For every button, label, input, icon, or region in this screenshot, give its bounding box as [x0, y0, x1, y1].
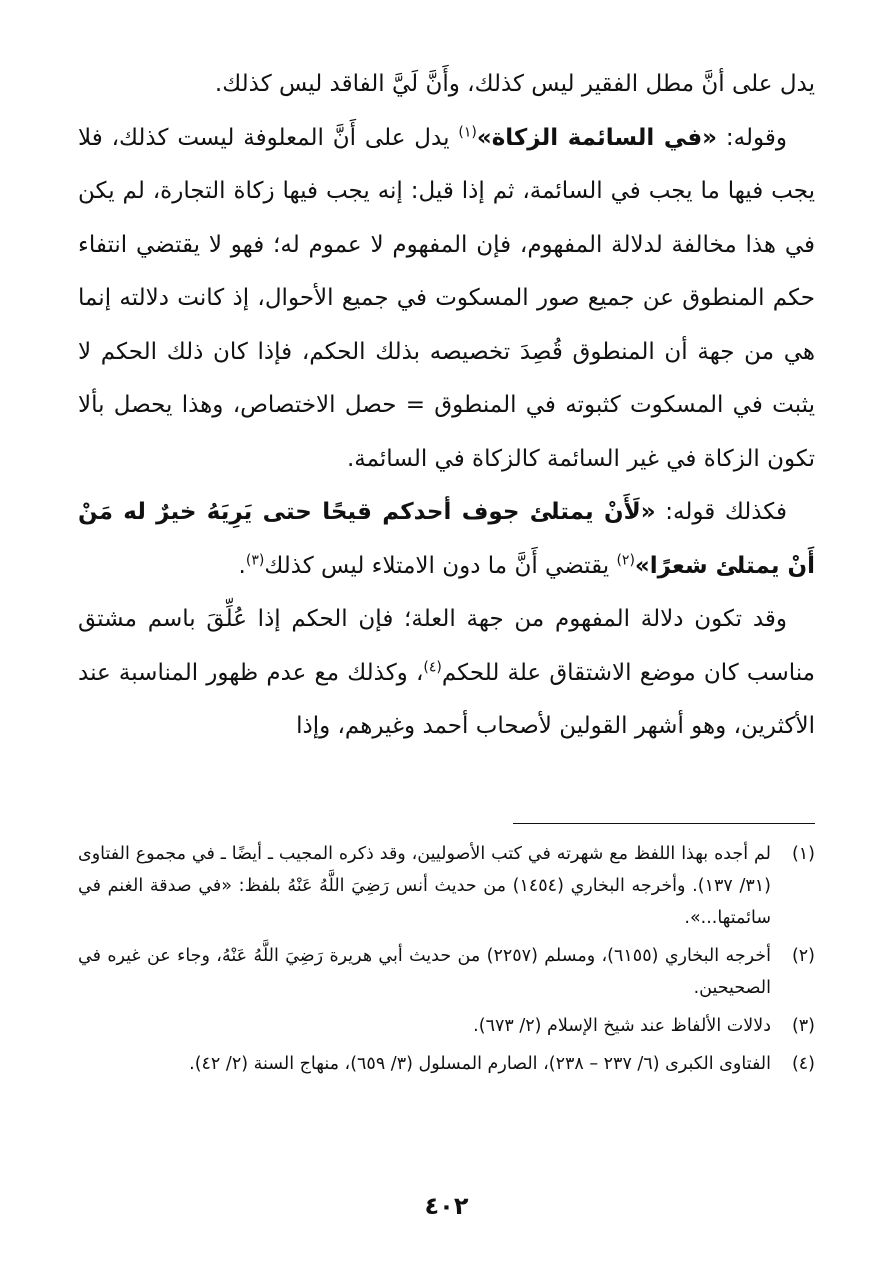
hadith-quote-saimah: «في السائمة الزكاة» — [476, 124, 718, 151]
main-text-body — [78, 58, 815, 754]
footnote-ref-4[interactable]: (٤) — [423, 658, 442, 675]
hadith-quote-shir: «لَأَنْ يمتلئ جوف أحدكم قيحًا حتى يَرِيَهُ خيرٌ له مَنْ أَنْ يمتلئ شعرًا» — [78, 499, 815, 579]
paragraph-4-body: ، وكذلك مع عدم ظهور المناسبة عند الأكثرين، وهو أشهر القولين لأصحاب أحمد وغيرهم، وإذا — [78, 659, 815, 739]
paragraph-2 — [78, 112, 815, 487]
footnote-item — [78, 940, 815, 1004]
footnote-text: دلالات الألفاظ عند شيخ الإسلام (٢/ ٦٧٣). — [473, 1016, 771, 1036]
footnote-item — [78, 838, 815, 934]
footnote-number: (١) — [791, 844, 815, 864]
paragraph-4-start: وقد تكون دلالة المفهوم من جهة العلة؛ فإن الحكم إذا عُلِّقَ باسم مشتق مناسب كان موضع الاشتقاق علة للحكم — [78, 606, 815, 686]
footnotes-section — [78, 838, 815, 1086]
paragraph-3-end: . — [238, 552, 246, 579]
paragraph-3 — [78, 486, 815, 593]
paragraph-2-body: يدل على أَنَّ المعلوفة ليست كذلك، فلا يجب فيها ما يجب في السائمة، ثم إذا قيل: إنه يجب فيها زكاة التجارة، لم يكن في هذا مخالفة لدلالة المفهوم، فإن المفهوم لا عموم له؛ فهو لا يقتضي انتفاء حكم المنطوق عن جميع صور المسكوت في جميع الأحوال، إذ كانت دلالته إنما هي من جهة أن المنطوق قُصِدَ تخصيصه بذلك الحكم، فإذا كان ذلك الحكم لا يثبت في المسكوت كثبوته في المنطوق = حصل الاختصاص، وهذا يحصل بألا تكون الزكاة في غير السائمة كالزكاة في السائمة. — [78, 124, 815, 472]
footnote-number: (٤) — [791, 1054, 815, 1074]
footnote-item — [78, 1010, 815, 1042]
paragraph-2-lead: وقوله: — [717, 124, 787, 151]
footnote-ref-2[interactable]: (٢) — [616, 551, 635, 568]
paragraph-1: يدل على أنَّ مطل الفقير ليس كذلك، وأَنَّ لَيَّ الفاقد ليس كذلك. — [214, 71, 815, 97]
footnote-number: (٢) — [791, 946, 815, 966]
paragraph-4 — [78, 593, 815, 754]
footnote-text: لم أجده بهذا اللفظ مع شهرته في كتب الأصوليين، وقد ذكره المجيب ـ أيضًا ـ في مجموع الفتاوى (٣١/ ١٣٧). وأخرجه البخاري (١٤٥٤) من حديث أنس رَضِيَ اللَّهُ عَنْهُ بلفظ: «في صدقة الغنم في سائمتها...». — [78, 844, 771, 928]
footnote-ref-3[interactable]: (٣) — [245, 551, 265, 568]
footnote-divider — [513, 823, 815, 824]
footnote-number: (٣) — [791, 1016, 815, 1036]
paragraph-3-lead: فكذلك قوله: — [655, 499, 788, 525]
footnote-text: الفتاوى الكبرى (٦/ ٢٣٧ – ٢٣٨)، الصارم المسلول (٣/ ٦٥٩)، منهاج السنة (٢/ ٤٢). — [189, 1054, 771, 1074]
footnote-item — [78, 1048, 815, 1080]
footnote-ref-1[interactable]: (١) — [458, 123, 477, 140]
paragraph-3-body: يقتضي أَنَّ ما دون الامتلاء ليس كذلك — [264, 552, 617, 579]
page-number: ٤٠٢ — [424, 1192, 469, 1220]
footnote-text: أخرجه البخاري (٦١٥٥)، ومسلم (٢٢٥٧) من حديث أبي هريرة رَضِيَ اللَّهُ عَنْهُ، وجاء عن غيره في الصحيحين. — [78, 946, 771, 998]
